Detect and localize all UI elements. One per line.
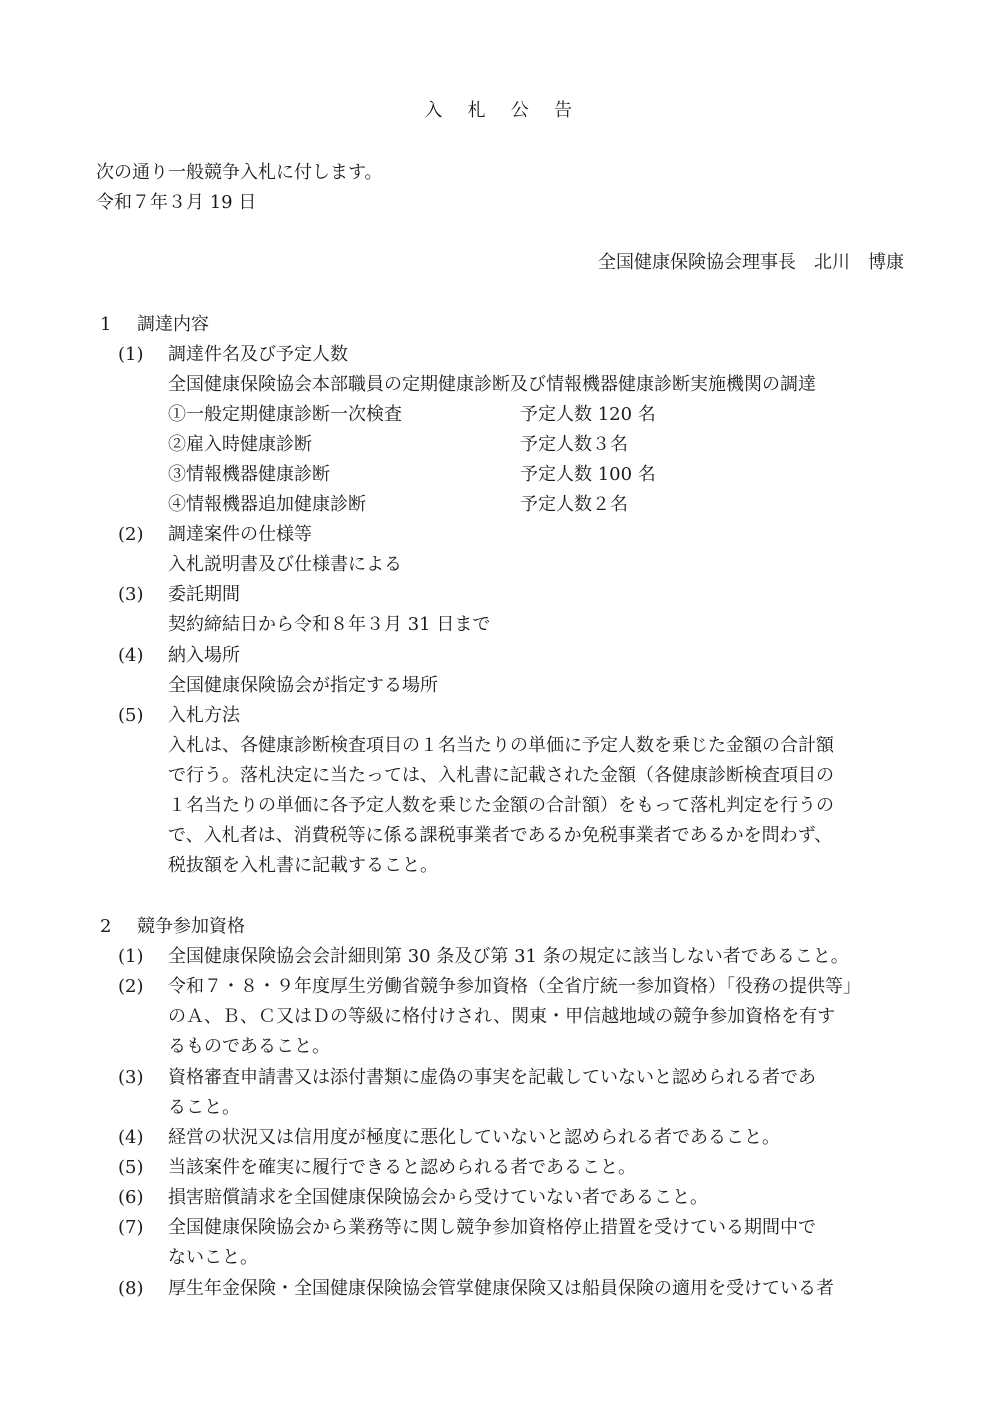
qualification-line: 全国健康保険協会会計細則第 30 条及び第 31 条の規定に該当しない者であること。 — [168, 946, 849, 967]
page-title: 入 札 公 告 — [424, 100, 576, 121]
item-body: 契約締結日から令和８年３月 31 日まで — [168, 614, 491, 635]
paragraph-line: で、入札者は、消費税等に係る課税事業者であるか免税事業者であるかを問わず、 — [168, 825, 833, 846]
item-number: (1) — [118, 946, 144, 967]
section-1-number: 1 — [100, 314, 112, 335]
item-number: (5) — [118, 1157, 144, 1178]
qualification-line: 厚生年金保険・全国健康保険協会管掌健康保険又は船員保険の適用を受けている者 — [168, 1278, 834, 1299]
qualification-line: 当該案件を確実に履行できると認められる者であること。 — [168, 1157, 636, 1178]
qualification-line: 経営の状況又は信用度が極度に悪化していないと認められる者であること。 — [168, 1127, 780, 1148]
item-label: 調達案件の仕様等 — [168, 524, 312, 545]
item-number: (8) — [118, 1278, 144, 1299]
item-label: 入札方法 — [168, 705, 240, 726]
item-number: (7) — [118, 1217, 144, 1238]
item-label: 納入場所 — [168, 645, 240, 666]
qualification-line: 資格審査申請書又は添付書類に虚偽の事実を記載していないと認められる者であ — [168, 1067, 816, 1088]
notice-date: 令和７年３月 19 日 — [96, 192, 257, 213]
section-2-number: 2 — [100, 916, 112, 937]
qualification-line: ること。 — [168, 1097, 240, 1118]
item-number: (4) — [118, 1127, 144, 1148]
qualification-line: 損害賠償請求を全国健康保険協会から受けていない者であること。 — [168, 1187, 708, 1208]
item-number: (2) — [118, 524, 144, 545]
paragraph-line: １名当たりの単価に各予定人数を乗じた金額の合計額）をもって落札判定を行うの — [168, 795, 834, 816]
paragraph-line: 入札は、各健康診断検査項目の１名当たりの単価に予定人数を乗じた金額の合計額 — [168, 735, 834, 756]
item-number: (3) — [118, 1067, 144, 1088]
qualification-line: 令和７・８・９年度厚生労働省競争参加資格（全省庁統一参加資格）「役務の提供等」 — [168, 976, 861, 997]
exam-item-name: ①一般定期健康診断一次検査 — [168, 404, 402, 425]
exam-item-count: 予定人数３名 — [520, 434, 628, 455]
item-body: 全国健康保険協会が指定する場所 — [168, 675, 438, 696]
item-number: (6) — [118, 1187, 144, 1208]
exam-item-count: 予定人数 120 名 — [520, 404, 656, 425]
exam-item-name: ④情報機器追加健康診断 — [168, 494, 366, 515]
section-2-heading: 競争参加資格 — [137, 916, 245, 937]
intro-text: 次の通り一般競争入札に付します。 — [96, 162, 383, 183]
exam-item-name: ③情報機器健康診断 — [168, 464, 330, 485]
item-number: (2) — [118, 976, 144, 997]
section-1-heading: 調達内容 — [137, 314, 209, 335]
paragraph-line: で行う。落札決定に当たっては、入札書に記載された金額（各健康診断検査項目の — [168, 765, 834, 786]
item-label: 調達件名及び予定人数 — [168, 344, 348, 365]
exam-item-count: 予定人数２名 — [520, 494, 628, 515]
item-number: (4) — [118, 645, 144, 666]
exam-item-name: ②雇入時健康診断 — [168, 434, 312, 455]
procurement-name: 全国健康保険協会本部職員の定期健康診断及び情報機器健康診断実施機関の調達 — [168, 374, 816, 395]
qualification-line: 全国健康保険協会から業務等に関し競争参加資格停止措置を受けている期間中で — [168, 1217, 816, 1238]
qualification-line: るものであること。 — [168, 1036, 330, 1057]
item-label: 委託期間 — [168, 584, 240, 605]
item-number: (3) — [118, 584, 144, 605]
item-number: (5) — [118, 705, 144, 726]
item-number: (1) — [118, 344, 144, 365]
item-body: 入札説明書及び仕様書による — [168, 554, 402, 575]
qualification-line: のＡ、Ｂ、Ｃ又はＤの等級に格付けされ、関東・甲信越地域の競争参加資格を有す — [168, 1006, 836, 1027]
qualification-line: ないこと。 — [168, 1247, 258, 1268]
exam-item-count: 予定人数 100 名 — [520, 464, 656, 485]
issuer: 全国健康保険協会理事長 北川 博康 — [598, 252, 904, 273]
paragraph-line: 税抜額を入札書に記載すること。 — [168, 855, 438, 876]
